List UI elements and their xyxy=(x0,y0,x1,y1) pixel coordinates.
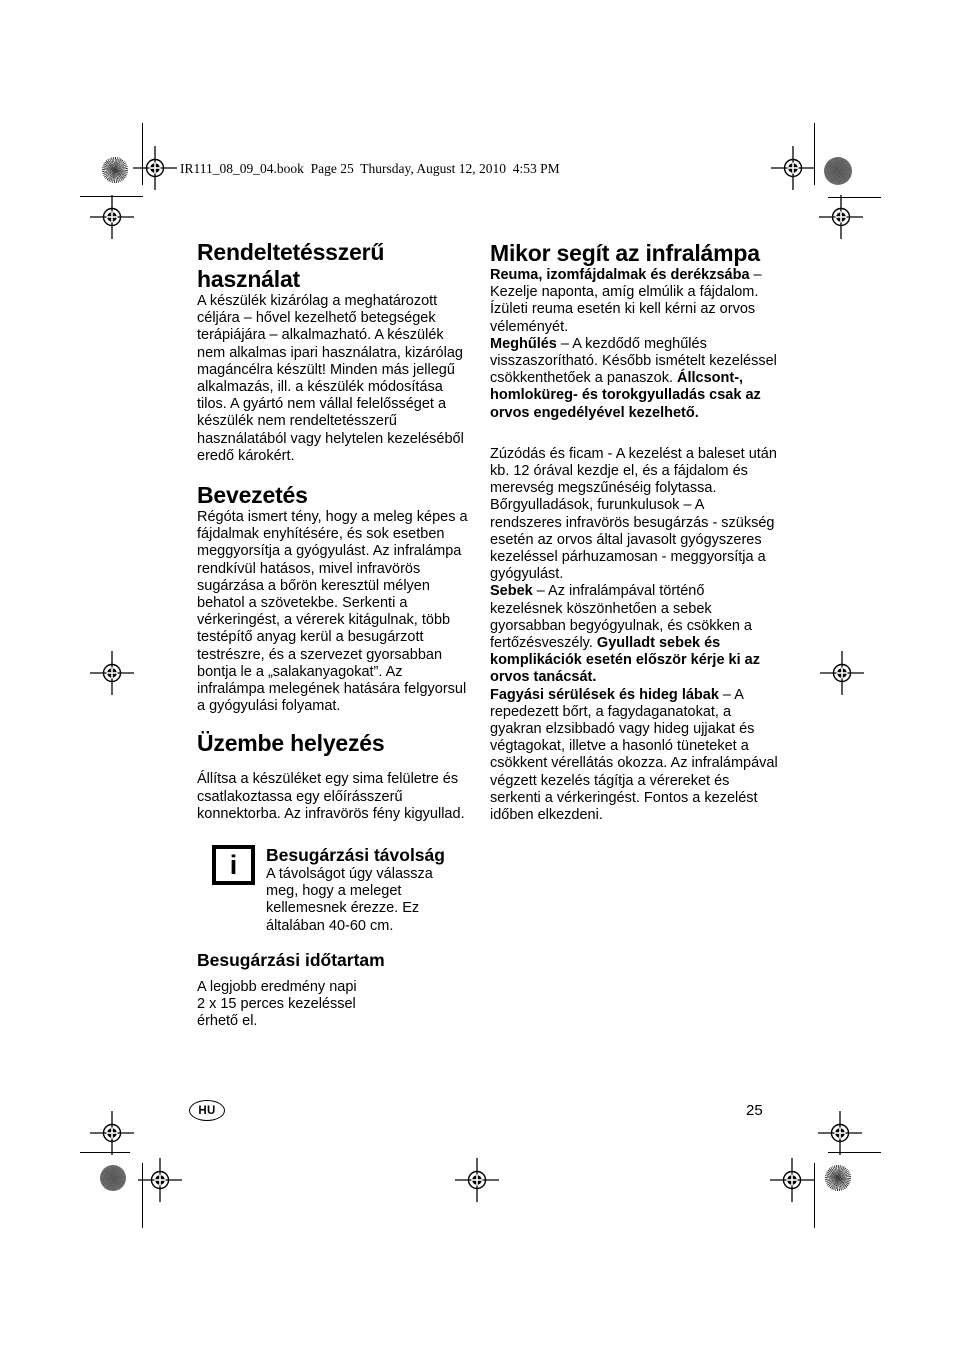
paragraph-tail: Állcsont-, homloküreg- és torokgyulladás csak az orvos engedélyével kezelhető. xyxy=(490,370,761,421)
paragraph-lead: Sebek xyxy=(490,583,533,600)
registration-mark-icon xyxy=(90,1111,134,1155)
section-title-introduction: Bevezetés xyxy=(197,482,308,509)
crop-line xyxy=(814,1163,815,1228)
subsection-body-duration: A legjobb eredmény napi 2 x 15 perces kezeléssel érhető el. xyxy=(197,978,357,1030)
crop-line xyxy=(814,123,815,185)
info-icon: i xyxy=(212,845,255,885)
page-number: 25 xyxy=(746,1102,763,1119)
subsection-title-distance: Besugárzási távolság xyxy=(266,845,445,866)
section-title-setup: Üzembe helyezés xyxy=(197,730,385,757)
document-header-file-line: IR111_08_09_04.book Page 25 Thursday, August 12, 2010 4:53 PM xyxy=(180,161,560,176)
paragraph-skin xyxy=(490,497,779,583)
paragraph-text: Bőrgyulladások, furunkulusok – A rendszeres infravörös besugárzás - szükség esetén az orvos által javasolt gyógyszeres kezeléssel párhuzamosan - meggyorsítja a gyógyulást. xyxy=(490,497,775,583)
left-column xyxy=(197,239,470,1031)
color-control-starburst-icon xyxy=(102,157,128,183)
registration-mark-icon xyxy=(820,651,864,695)
registration-mark-icon xyxy=(90,651,134,695)
color-control-starburst-icon xyxy=(825,1165,851,1191)
registration-mark-icon xyxy=(90,195,134,239)
paragraph-text: – A repedezett bőrt, a fagydaganatokat, a gyakran elzsibbadó vagy hideg ujjakat és végtagokat, illetve a hasonló tüneteket a csökkent vérellátás okozza. Az infralámpával végzett kezelés tágítja a vérereket és serkenti a vérkeringést. Fontos a kezelést időben elkezdeni. xyxy=(490,686,778,824)
crop-line xyxy=(828,1152,881,1153)
right-column xyxy=(490,240,779,824)
paragraph-frostbite xyxy=(490,687,779,825)
paragraph-wounds xyxy=(490,583,779,686)
subsection-body-distance: A távolságot úgy válassza meg, hogy a meleget kellemesnek érezze. Ez általában 40-60 cm. xyxy=(266,866,433,934)
crop-line xyxy=(80,1152,130,1153)
registration-mark-icon xyxy=(133,146,177,190)
language-badge: HU xyxy=(189,1100,225,1121)
registration-mark-icon xyxy=(771,146,815,190)
info-block xyxy=(197,845,470,935)
registration-mark-icon xyxy=(138,1158,182,1202)
registration-mark-icon xyxy=(770,1158,814,1202)
section-body-setup: Állítsa a készüléket egy sima felületre és csatlakoztassa egy előírásszerű konnektorba. Az infravörös fény kigyullad. xyxy=(197,771,465,822)
crop-line xyxy=(828,197,881,198)
section-title-intended-use: Rendeltetésszerű használat xyxy=(197,239,385,292)
registration-mark-icon xyxy=(819,195,863,239)
section-body-intended-use: A készülék kizárólag a meghatározott céljára – hővel kezelhető betegségek terápiájára – alkalmazható. A készülék nem alkalmas ipari használatra, kizárólag magáncélra készült! Minden más jellegű alkalmazás, ill. a készülék módosítása tilos. A gyártó nem vállal felelősséget a készülék nem rendeltetésszerű használatából vagy helytelen kezeléséből eredő károkért. xyxy=(197,293,464,464)
paragraph-lead: Meghűlés xyxy=(490,335,557,352)
paragraph-text: – Az infralámpával történő kezelésnek köszönhetően a sebek gyorsabban begyógyulnak, és csökken a fertőzésveszély. xyxy=(490,583,752,652)
paragraph-rheumatism xyxy=(490,267,779,336)
info-block-content xyxy=(266,845,466,935)
crop-line xyxy=(142,1163,143,1228)
paragraph-lead: Fagyási sérülések és hideg lábak xyxy=(490,686,719,703)
crop-line xyxy=(80,196,143,197)
section-title-when-helps: Mikor segít az infralámpa xyxy=(490,240,760,266)
paragraph-text: Zúzódás és ficam - A kezelést a baleset után kb. 12 órával kezdje el, és a fájdalom és merevség megszűnéséig folytassa. xyxy=(490,445,777,497)
paragraph-bruise xyxy=(490,446,779,498)
halftone-dot-icon xyxy=(100,1165,126,1191)
paragraph-tail: Gyulladt sebek és komplikációk esetén először kérje ki az orvos tanácsát. xyxy=(490,635,760,686)
halftone-dot-icon xyxy=(824,157,852,185)
paragraph-cold xyxy=(490,336,779,422)
paragraph-text: – Kezelje naponta, amíg elmúlik a fájdalom. Ízületi reuma esetén ki kell kérni az orvos véleményét. xyxy=(490,267,762,335)
section-body-introduction: Régóta ismert tény, hogy a meleg képes a fájdalmak enyhítésére, és sok esetben meggyorsítja a gyógyulást. Az infralámpa rendkívül hatásos, mivel infravörös sugárzása a bőrön keresztül mélyen behatol a szövetekbe. Serkenti a vérkeringést, a vérerek kitágulnak, több testépítő anyag kerül a besugárzott testrészre, és a szervezet gyorsabban bontja le a „salakanyagokat”. Az infralámpa melegének hatására felgyorsul a gyógyulási folyamat. xyxy=(197,509,468,715)
paragraph-text: – A kezdődő meghűlés visszaszorítható. Később ismételt kezeléssel csökkenthetőek a panaszok. xyxy=(490,335,777,387)
subsection-title-duration: Besugárzási időtartam xyxy=(197,949,385,970)
paragraph-lead: Reuma, izomfájdalmak és derékzsába xyxy=(490,267,750,283)
registration-mark-icon xyxy=(818,1111,862,1155)
crop-line xyxy=(142,123,143,185)
registration-mark-icon xyxy=(455,1158,499,1202)
